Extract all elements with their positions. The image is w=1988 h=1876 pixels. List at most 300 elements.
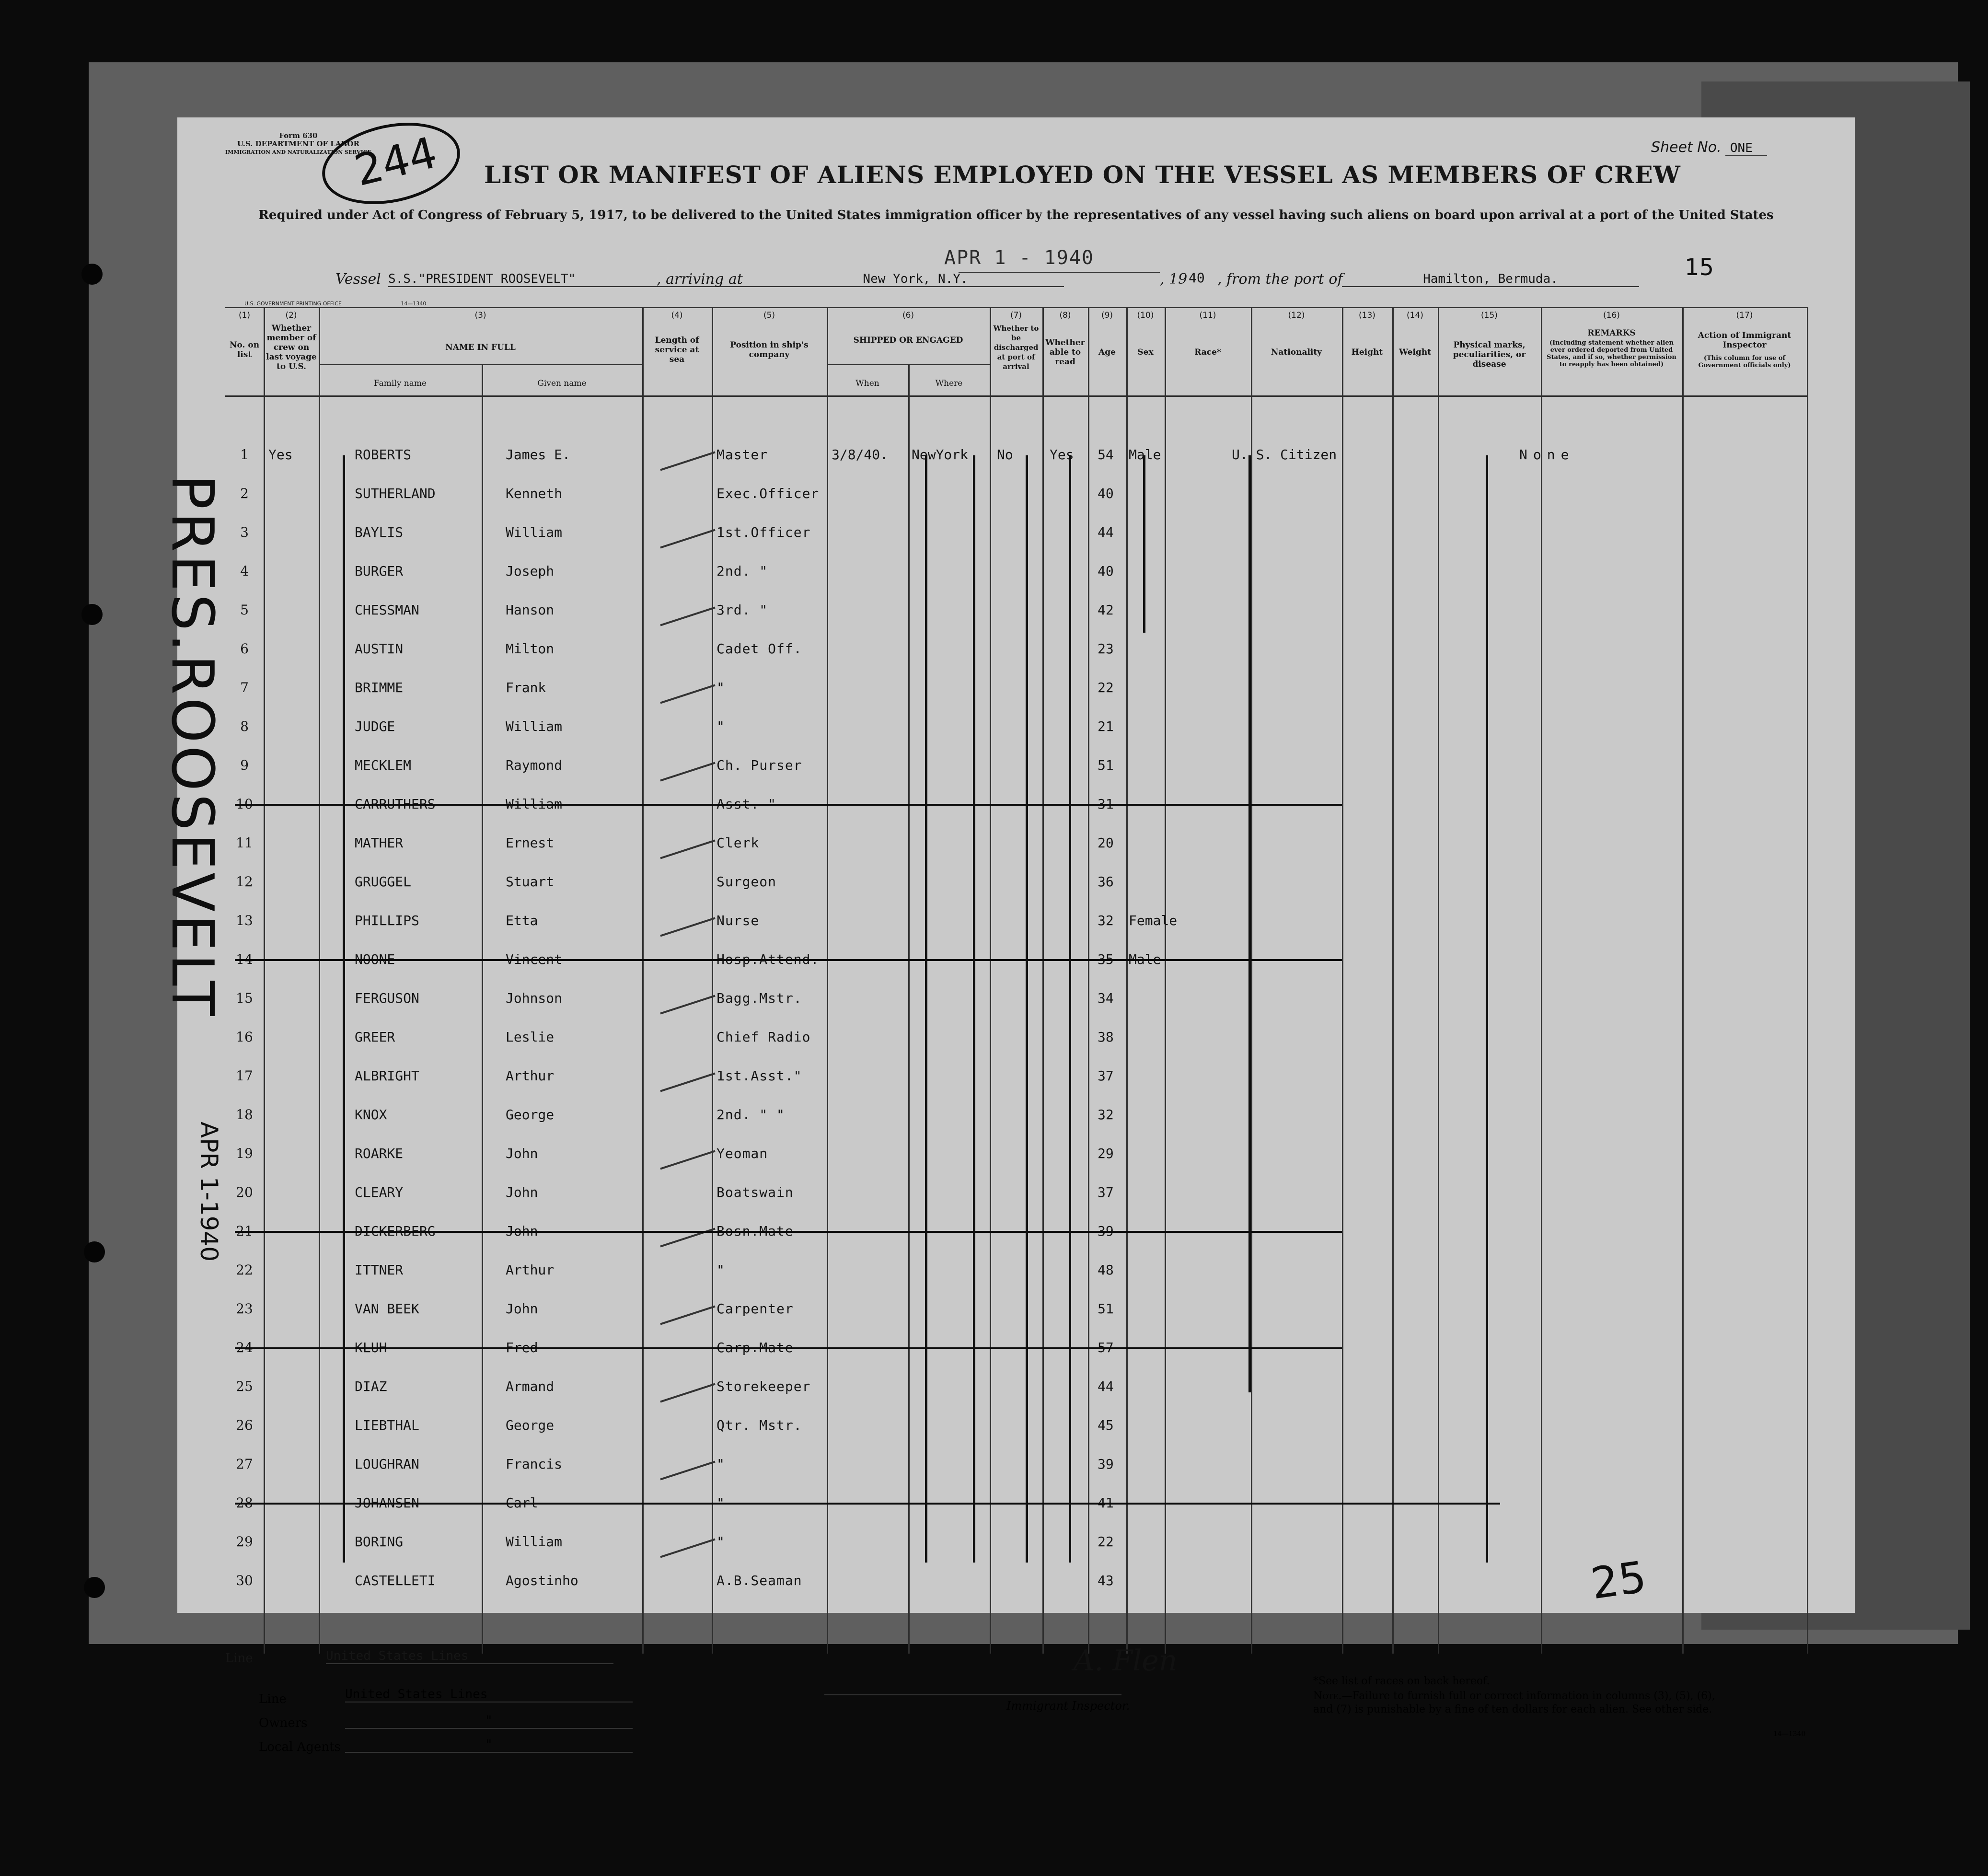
- cell-given: Fred: [506, 1340, 538, 1355]
- shipped-subrule: [827, 364, 990, 365]
- arriving-label: , arriving at: [657, 271, 743, 288]
- cell-family: GREER: [355, 1029, 395, 1045]
- col-header-inspector-action: Action of Immigrant Inspector: [1698, 331, 1792, 350]
- cell-age: 20: [1098, 835, 1114, 851]
- table-row: [225, 1295, 1807, 1333]
- cell-position: ": [717, 1534, 725, 1550]
- cell-family: MECKLEM: [355, 757, 412, 773]
- cell-given: Joseph: [506, 563, 555, 579]
- tick-mark: [660, 762, 715, 782]
- side-date: APR 1-1940: [195, 1122, 223, 1262]
- cell-no: 18: [236, 1107, 253, 1123]
- col-header-physical-marks: Physical marks, peculiarities, or disease: [1453, 340, 1526, 369]
- cell-age: 34: [1098, 990, 1114, 1006]
- cell-prev: Yes: [268, 447, 293, 463]
- col-num: (2): [285, 311, 297, 320]
- cell-no: 30: [236, 1573, 253, 1588]
- cell-given: Agostinho: [506, 1573, 578, 1588]
- table-row: [225, 1567, 1807, 1605]
- table-row: [225, 635, 1807, 673]
- cell-no: 13: [236, 913, 253, 928]
- cell-age: 54: [1098, 447, 1114, 463]
- cell-age: 31: [1098, 796, 1114, 812]
- ditto-line: [1143, 455, 1145, 633]
- col-header-given-name: Given name: [537, 379, 587, 388]
- tick-mark: [660, 684, 715, 704]
- table-row: [225, 868, 1807, 906]
- cell-position: Nurse: [717, 913, 760, 928]
- cell-position: Yeoman: [717, 1146, 768, 1161]
- cell-position: Qtr. Mstr.: [717, 1417, 802, 1433]
- cell-given: Hanson: [506, 602, 555, 618]
- ditto-line: [1026, 455, 1028, 1563]
- table-top-rule: [225, 307, 1807, 308]
- cell-marks: None: [1519, 447, 1575, 463]
- cell-given: Carl: [506, 1495, 538, 1511]
- cell-no: 26: [236, 1417, 253, 1433]
- cell-given: Johnson: [506, 990, 563, 1006]
- col-header-name: NAME IN FULL: [445, 343, 516, 352]
- col-header-last-voyage: Whether member of crew on last voyage to U.S.: [266, 324, 317, 371]
- col-num: (5): [763, 311, 775, 320]
- tick-mark: [660, 607, 715, 626]
- tick-mark: [660, 1306, 715, 1325]
- department-name: U.S. DEPARTMENT OF LABOR: [237, 139, 359, 148]
- cell-position: Carp.Mate: [717, 1340, 794, 1355]
- col-header-weight: Weight: [1399, 347, 1432, 357]
- cell-age: 44: [1098, 524, 1114, 540]
- table-row: [225, 1179, 1807, 1217]
- cell-family: BAYLIS: [355, 524, 404, 540]
- cell-family: LOUGHRAN: [355, 1456, 419, 1472]
- binder-hole: [84, 1577, 105, 1598]
- cell-age: 57: [1098, 1340, 1114, 1355]
- table-row: [225, 1101, 1807, 1139]
- cell-given: Arthur: [506, 1262, 555, 1278]
- table-row: [225, 752, 1807, 790]
- cell-no: 7: [240, 680, 249, 695]
- col-num: (8): [1059, 311, 1071, 320]
- cell-age: 39: [1098, 1223, 1114, 1239]
- cell-age: 45: [1098, 1417, 1114, 1433]
- cell-no: 6: [240, 641, 249, 657]
- col-header-nationality: Nationality: [1271, 347, 1322, 357]
- cell-no: 27: [236, 1456, 253, 1472]
- cell-no: 23: [236, 1301, 253, 1317]
- col-header-when: When: [855, 379, 879, 388]
- signature-rule: [824, 1694, 1121, 1695]
- col-header-height: Height: [1351, 347, 1383, 357]
- cell-given: William: [506, 1534, 563, 1550]
- races-note: *See list of races on back hereof.: [1313, 1675, 1490, 1687]
- cell-family: BURGER: [355, 563, 404, 579]
- col-header-remarks-note: (Including statement whether alien ever ordered deported from United States, and if so, whether permission to reapply has been obtained): [1547, 339, 1676, 368]
- from-port-label: , from the port of: [1217, 271, 1343, 288]
- cell-family: KLUH: [355, 1340, 387, 1355]
- footer-owners-label: Owners: [259, 1716, 308, 1730]
- table-row: [225, 480, 1807, 518]
- table-row: [225, 1256, 1807, 1295]
- cell-position: 1st.Asst.": [717, 1068, 802, 1084]
- cell-sex: Male: [1129, 951, 1161, 967]
- print-code: 14—1340: [401, 301, 427, 307]
- col-num: (3): [474, 311, 486, 320]
- footer-line-value: United States Lines: [326, 1649, 613, 1664]
- cell-family: GRUGGEL: [355, 874, 412, 890]
- table-row: [225, 1062, 1807, 1100]
- table-row: [225, 441, 1807, 479]
- service-name: IMMIGRATION AND NATURALIZATION SERVICE: [225, 149, 371, 155]
- fine-note-text: —Failure to furnish full or correct information in columns (3), (5), (6), and (7) is punishable by a fine of ten dollars for each alien. See other side.: [1313, 1690, 1715, 1715]
- cell-given: Etta: [506, 913, 538, 928]
- cell-position: 2nd. " ": [717, 1107, 785, 1123]
- col-header-race: Race*: [1194, 347, 1221, 357]
- footer-line-label-2: Line: [259, 1692, 287, 1706]
- col-header-age: Age: [1098, 347, 1116, 357]
- cell-given: John: [506, 1223, 538, 1239]
- cell-family: ITTNER: [355, 1262, 404, 1278]
- cell-no: 21: [236, 1223, 253, 1239]
- cell-family: ROARKE: [355, 1146, 404, 1161]
- cell-no: 8: [240, 718, 249, 734]
- cell-given: Raymond: [506, 757, 563, 773]
- print-office: [244, 301, 426, 307]
- tick-mark: [660, 1539, 715, 1558]
- cell-age: 21: [1098, 718, 1114, 734]
- footer-line-label: Line: [225, 1651, 253, 1666]
- cell-position: Carpenter: [717, 1301, 794, 1317]
- cell-given: John: [506, 1301, 538, 1317]
- name-subrule: [319, 364, 642, 365]
- strikethrough-line: [235, 1503, 1500, 1505]
- col-num: (16): [1603, 311, 1620, 320]
- date-blank: [959, 272, 1160, 273]
- table-row: [225, 1334, 1807, 1372]
- sheet-label: Sheet No.: [1651, 139, 1722, 156]
- table-row: [225, 1217, 1807, 1256]
- cell-position: Storekeeper: [717, 1378, 811, 1394]
- form-number: Form 630: [279, 131, 318, 140]
- cell-given: Stuart: [506, 874, 555, 890]
- cell-position: Bagg.Mstr.: [717, 990, 802, 1006]
- cell-family: BRIMME: [355, 680, 404, 695]
- circled-number: 244: [349, 127, 442, 197]
- cell-no: 20: [236, 1184, 253, 1200]
- cell-no: 10: [236, 796, 253, 812]
- page-subtitle: Required under Act of Congress of February 5, 1917, to be delivered to the United States immigration officer by the representatives of any vessel having such aliens on board upon arrival at a port of the United States: [258, 208, 1774, 222]
- cell-given: Frank: [506, 680, 546, 695]
- year-value: 40: [1189, 270, 1205, 286]
- table-row: [225, 557, 1807, 596]
- page-number: 15: [1685, 254, 1714, 281]
- tick-mark: [660, 1073, 715, 1092]
- col-header-sex: Sex: [1137, 347, 1154, 357]
- cell-family: DIAZ: [355, 1378, 387, 1394]
- table-header-rule: [225, 395, 1807, 397]
- cell-position: Bosn.Mate: [717, 1223, 794, 1239]
- cell-no: 19: [236, 1146, 253, 1161]
- table-row: [225, 1528, 1807, 1566]
- table-row: [225, 907, 1807, 945]
- cell-position: Chief Radio: [717, 1029, 811, 1045]
- cell-family: MATHER: [355, 835, 404, 851]
- table-row: [225, 829, 1807, 868]
- cell-no: 24: [236, 1340, 253, 1355]
- cell-no: 11: [236, 835, 253, 851]
- col-header-position: Position in ship's company: [730, 340, 809, 359]
- col-num: (9): [1101, 311, 1113, 320]
- cell-position: Boatswain: [717, 1184, 794, 1200]
- table-row: [225, 1023, 1807, 1062]
- cell-family: ALBRIGHT: [355, 1068, 419, 1084]
- fine-note-prefix: Note.: [1313, 1690, 1342, 1702]
- cell-position: Ch. Purser: [717, 757, 802, 773]
- cell-family: KNOX: [355, 1107, 387, 1123]
- cell-age: 41: [1098, 1495, 1114, 1511]
- table-row: [225, 519, 1807, 557]
- cell-family: AUSTIN: [355, 641, 404, 657]
- table-row: [225, 596, 1807, 635]
- cell-no: 17: [236, 1068, 253, 1084]
- cell-family: DICKERBERG: [355, 1223, 436, 1239]
- table-row: [225, 1140, 1807, 1178]
- inspector-label: Immigrant Inspector.: [1006, 1699, 1130, 1713]
- cell-discharged: No: [997, 447, 1013, 463]
- fine-note: [1313, 1690, 1716, 1716]
- cell-age: 39: [1098, 1456, 1114, 1472]
- cell-given: William: [506, 796, 563, 812]
- inspector-signature: A. Flen: [1074, 1644, 1178, 1678]
- cell-position: ": [717, 1456, 725, 1472]
- ditto-line: [925, 455, 927, 1563]
- col-sep: [1807, 307, 1808, 1654]
- cell-position: Cadet Off.: [717, 641, 802, 657]
- from-port: Hamilton, Bermuda.: [1342, 272, 1639, 287]
- cell-no: 4: [240, 563, 249, 579]
- cell-age: 51: [1098, 757, 1114, 773]
- arriving-port: New York, N.Y.: [767, 272, 1064, 287]
- tick-mark: [660, 995, 715, 1015]
- footer-agents-value: ": [345, 1737, 633, 1753]
- col-header-where: Where: [935, 379, 963, 388]
- cell-given: Francis: [506, 1456, 563, 1472]
- cell-no: 15: [236, 990, 253, 1006]
- col-num: (7): [1010, 311, 1022, 320]
- sheet-number: [1651, 139, 1767, 156]
- cell-family: ROBERTS: [355, 447, 412, 463]
- cell-age: 22: [1098, 1534, 1114, 1550]
- cell-age: 48: [1098, 1262, 1114, 1278]
- sheet-value: ONE: [1725, 141, 1767, 156]
- col-header-shipped: SHIPPED OR ENGAGED: [853, 336, 963, 345]
- cell-family: CARRUTHERS: [355, 796, 436, 812]
- cell-age: 22: [1098, 680, 1114, 695]
- cell-family: FERGUSON: [355, 990, 419, 1006]
- col-num: (13): [1359, 311, 1375, 320]
- vessel-label: Vessel: [335, 271, 381, 288]
- cell-age: 35: [1098, 951, 1114, 967]
- cell-age: 43: [1098, 1573, 1114, 1588]
- cell-given: William: [506, 524, 563, 540]
- cell-given: Armand: [506, 1378, 555, 1394]
- handwritten-total: 25: [1588, 1552, 1650, 1610]
- col-header-read: Whether able to read: [1045, 338, 1085, 367]
- ditto-line: [343, 455, 345, 1563]
- cell-age: 23: [1098, 641, 1114, 657]
- cell-given: George: [506, 1107, 555, 1123]
- tick-mark: [660, 452, 715, 471]
- cell-given: Vincent: [506, 951, 563, 967]
- cell-position: A.B.Seaman: [717, 1573, 802, 1588]
- cell-position: ": [717, 1495, 725, 1511]
- table-row: [225, 790, 1807, 829]
- cell-position: 2nd. ": [717, 563, 768, 579]
- col-header-remarks: REMARKS: [1587, 328, 1636, 338]
- cell-no: 2: [240, 486, 249, 501]
- cell-no: 5: [240, 602, 249, 618]
- print-office-text: U.S. GOVERNMENT PRINTING OFFICE: [244, 301, 342, 307]
- cell-age: 40: [1098, 563, 1114, 579]
- cell-given: Arthur: [506, 1068, 555, 1084]
- col-num: (14): [1407, 311, 1423, 320]
- cell-position: Master: [717, 447, 768, 463]
- strikethrough-line: [235, 1231, 1342, 1233]
- cell-family: CLEARY: [355, 1184, 404, 1200]
- cell-position: Surgeon: [717, 874, 777, 890]
- cell-family: SUTHERLAND: [355, 486, 436, 501]
- cell-age: 51: [1098, 1301, 1114, 1317]
- ditto-line: [973, 455, 975, 1563]
- cell-family: JUDGE: [355, 718, 395, 734]
- cell-family: LIEBTHAL: [355, 1417, 419, 1433]
- cell-sex: Male: [1129, 447, 1161, 463]
- cell-no: 16: [236, 1029, 253, 1045]
- cell-position: ": [717, 680, 725, 695]
- side-vessel-title: PRES.ROOSEVELT: [159, 475, 225, 1019]
- col-num: (4): [671, 311, 683, 320]
- cell-given: Ernest: [506, 835, 555, 851]
- cell-given: Milton: [506, 641, 555, 657]
- strikethrough-line: [235, 959, 1342, 961]
- footer-owners-value: ": [345, 1714, 633, 1729]
- footer-agents-label: Local Agents: [259, 1740, 341, 1754]
- cell-given: John: [506, 1184, 538, 1200]
- tick-mark: [660, 1383, 715, 1403]
- cell-family: JOHANSEN: [355, 1495, 419, 1511]
- cell-position: ": [717, 718, 725, 734]
- col-num: (10): [1137, 311, 1154, 320]
- cell-position: 1st.Officer: [717, 524, 811, 540]
- cell-no: 28: [236, 1495, 253, 1511]
- cell-read: Yes: [1050, 447, 1074, 463]
- cell-family: PHILLIPS: [355, 913, 419, 928]
- cell-age: 32: [1098, 1107, 1114, 1123]
- cell-no: 1: [240, 447, 249, 463]
- cell-no: 22: [236, 1262, 253, 1278]
- cell-position: 3rd. ": [717, 602, 768, 618]
- col-header-discharged: Whether to be discharged at port of arrival: [993, 324, 1039, 371]
- cell-age: 42: [1098, 602, 1114, 618]
- cell-given: James E.: [506, 447, 570, 463]
- cell-no: 9: [240, 757, 249, 773]
- cell-given: Kenneth: [506, 486, 563, 501]
- tick-mark: [660, 1461, 715, 1481]
- col-num: (6): [902, 311, 914, 320]
- cell-given: Leslie: [506, 1029, 555, 1045]
- cell-age: 29: [1098, 1146, 1114, 1161]
- cell-position: Asst. ": [717, 796, 777, 812]
- cell-age: 37: [1098, 1068, 1114, 1084]
- cell-no: 3: [240, 524, 249, 540]
- binder-hole: [81, 264, 103, 285]
- cell-family: NOONE: [355, 951, 395, 967]
- tick-mark: [660, 529, 715, 549]
- cell-age: 36: [1098, 874, 1114, 890]
- strikethrough-line: [235, 1347, 1342, 1349]
- cell-family: CHESSMAN: [355, 602, 419, 618]
- cell-family: VAN BEEK: [355, 1301, 419, 1317]
- ditto-line: [1069, 455, 1071, 1563]
- table-row: [225, 1489, 1807, 1528]
- ditto-line: [1486, 455, 1488, 1563]
- binder-hole: [84, 1241, 105, 1262]
- cell-age: 44: [1098, 1378, 1114, 1394]
- col-num: (12): [1288, 311, 1305, 320]
- cell-position: Clerk: [717, 835, 760, 851]
- col-header-length-service: Length of service at sea: [655, 336, 699, 364]
- col-header-no: No. on list: [229, 340, 260, 359]
- tick-mark: [660, 840, 715, 859]
- cell-no: 12: [236, 874, 253, 890]
- crew-table: [225, 307, 1807, 1630]
- table-row: [225, 1412, 1807, 1450]
- col-header-family-name: Family name: [373, 379, 427, 388]
- cell-no: 14: [236, 951, 253, 967]
- col-num: (15): [1481, 311, 1498, 320]
- col-num: (17): [1736, 311, 1753, 320]
- cell-family: CASTELLETI: [355, 1573, 436, 1588]
- table-row: [225, 984, 1807, 1023]
- cell-age: 38: [1098, 1029, 1114, 1045]
- cell-family: BORING: [355, 1534, 404, 1550]
- cell-when: 3/8/40.: [832, 447, 889, 463]
- cell-sex: Female: [1129, 913, 1178, 928]
- ditto-line: [1248, 455, 1251, 1392]
- cell-nationality: U. S. Citizen: [1232, 447, 1337, 463]
- cell-given: William: [506, 718, 563, 734]
- tick-mark: [660, 1150, 715, 1170]
- cell-position: Hosp.Attend.: [717, 951, 820, 967]
- cell-no: 29: [236, 1534, 253, 1550]
- tick-mark: [660, 917, 715, 937]
- binder-hole: [81, 604, 103, 625]
- cell-age: 37: [1098, 1184, 1114, 1200]
- col-num: (11): [1199, 311, 1216, 320]
- table-row: [225, 713, 1807, 751]
- table-row: [225, 946, 1807, 984]
- table-row: [225, 1373, 1807, 1411]
- cell-no: 25: [236, 1378, 253, 1394]
- cell-position: ": [717, 1262, 725, 1278]
- cell-age: 32: [1098, 913, 1114, 928]
- cell-given: John: [506, 1146, 538, 1161]
- col-num: (1): [238, 311, 251, 320]
- cell-given: George: [506, 1417, 555, 1433]
- footer-line-value-2: United States Lines: [345, 1687, 633, 1702]
- vessel-name: S.S."PRESIDENT ROOSEVELT": [388, 272, 829, 287]
- table-row: [225, 674, 1807, 712]
- strikethrough-line: [235, 804, 1342, 806]
